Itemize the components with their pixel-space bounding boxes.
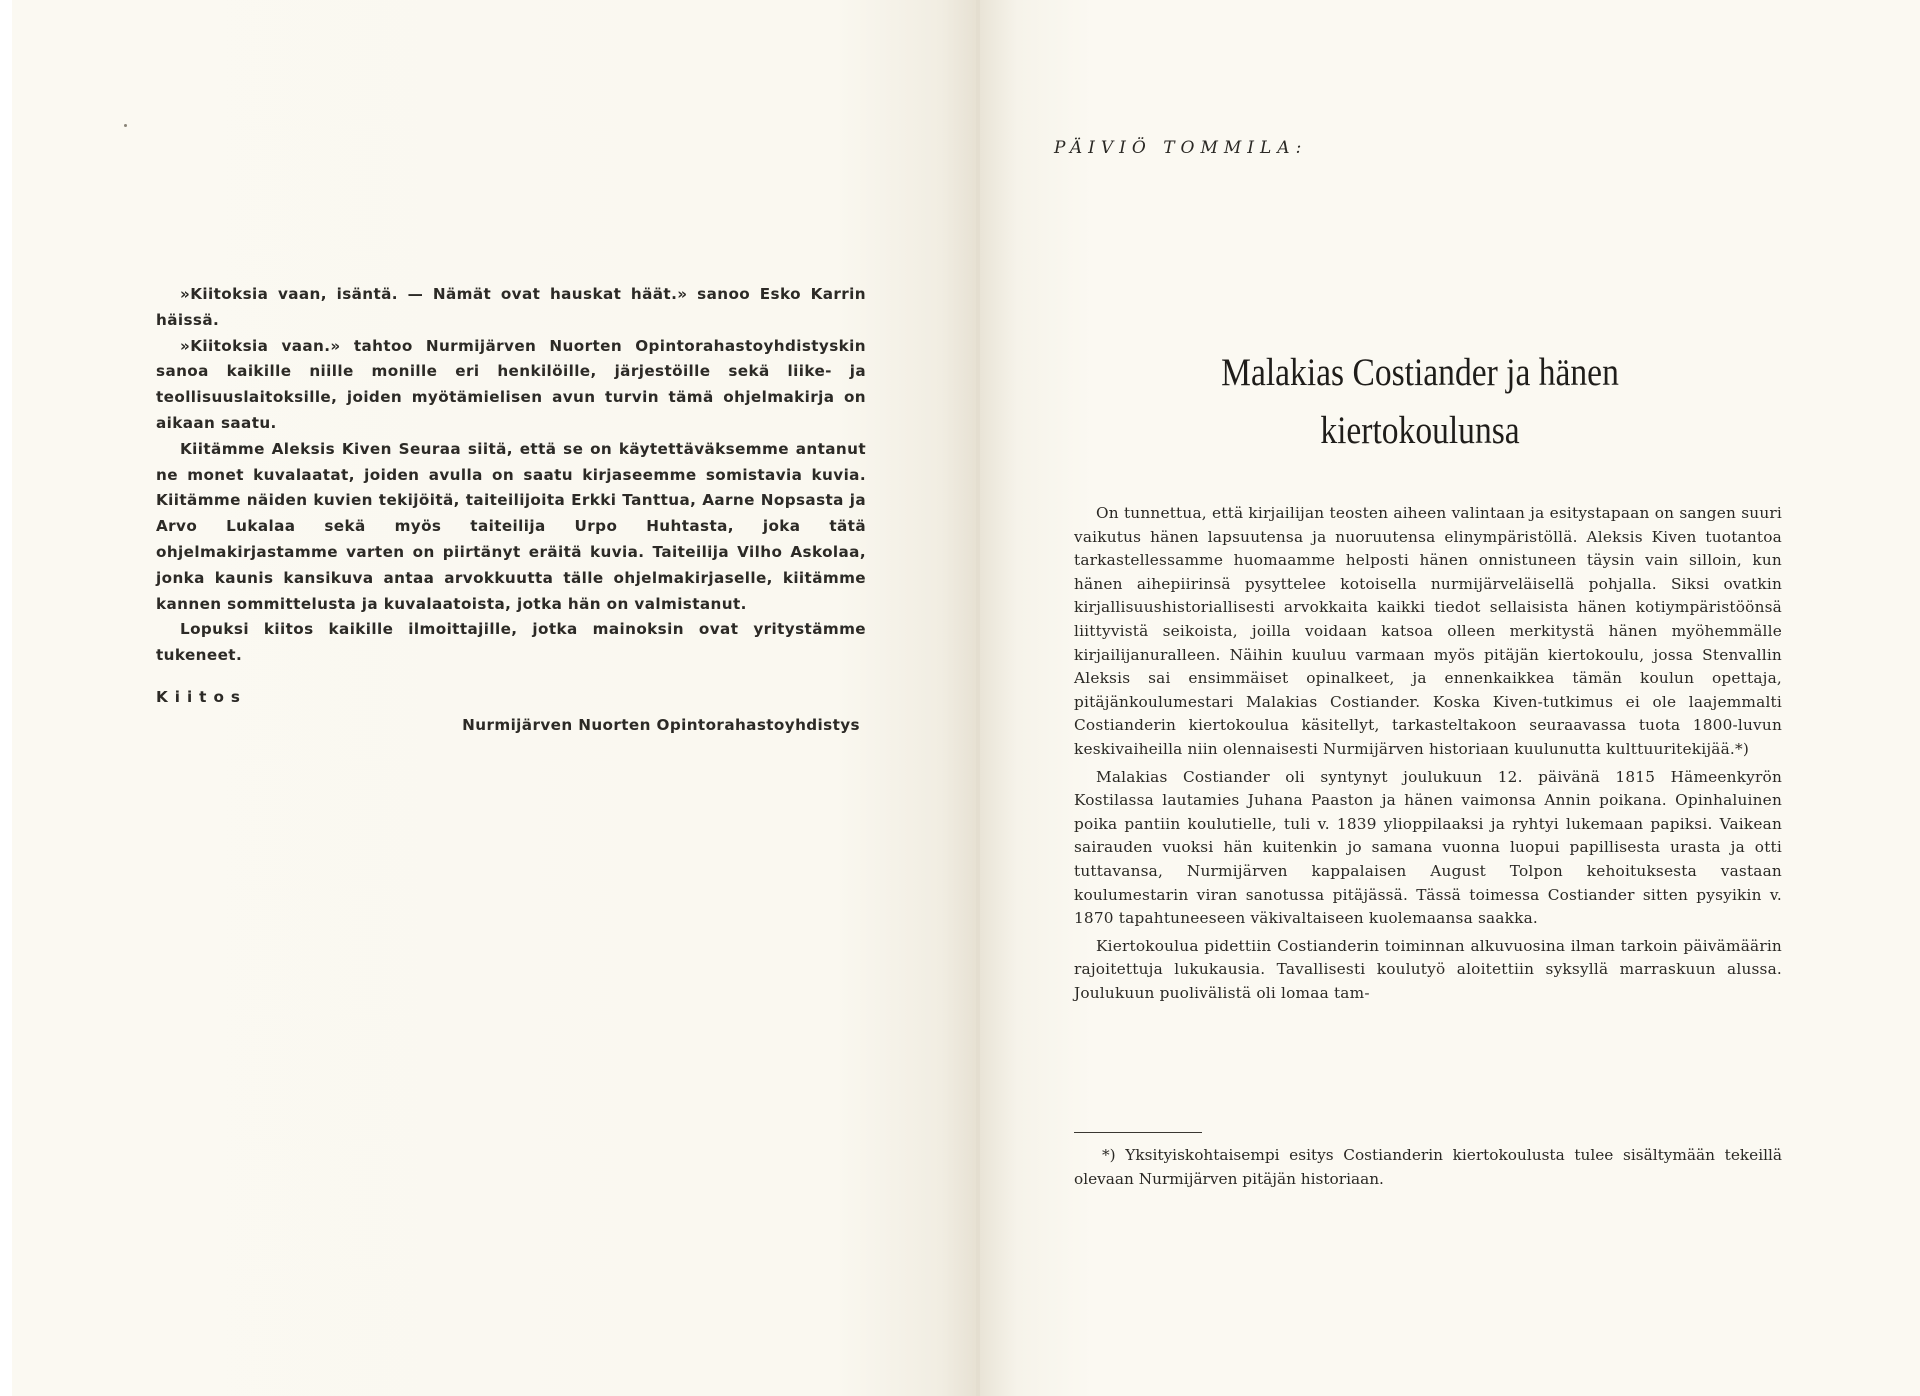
article-paragraph-3: Kiertokoulua pidettiin Costianderin toiminnan alkuvuosina ilman tarkoin päivämäärin rajoitettuja lukukausia. Tavallisesti koulutyö aloitettiin syksyllä marraskuun alussa. Joulukuun puolivälistä oli lomaa tam- [1074,936,1782,1002]
ack-paragraph-4: Lopuksi kiitos kaikille ilmoittajille, jotka mainoksin ovat yritystämme tukeneet. [156,620,866,665]
ack-paragraph-1: »Kiitoksia vaan, isäntä. — Nämät ovat hauskat häät.» sanoo Esko Karrin häissä. [156,285,866,329]
speck-mark [124,124,127,127]
article-body [1074,502,1782,1009]
acknowledgement-text [156,282,866,739]
article-paragraph-2: Malakias Costiander oli syntynyt joulukuun 12. päivänä 1815 Hämeenkyrön Kostilassa lautamies Juhana Paaston ja hänen vaimonsa Annin poikana. Opinhaluinen poika pantiin koulutielle, tuli v. 1839 ylioppilaaksi ja ryhtyi lukemaan papiksi. Vaikean sairauden vuoksi hän kuitenkin jo samana vuonna luopui papillisesta urasta ja otti tuttavansa, Nurmijärven kappalaisen August Tolpon kehoituksesta vastaan koulumestarin viran sanotussa pitäjässä. Tässä toimessa Costiander sitten pysyikin v. 1870 tapahtuneeseen väkivaltaiseen kuolemaansa saakka. [1074,767,1782,928]
ack-closing: Kiitos [156,687,247,706]
ack-paragraph-3: Kiitämme Aleksis Kiven Seuraa siitä, että se on käytettäväksemme antanut ne monet kuvalaatat, joiden avulla on saatu kirjaseemme somistavia kuvia. Kiitämme näiden kuvien tekijöitä, taiteilijoita Erkki Tanttua, Aarne Nopsasta ja Arvo Lukalaa sekä myös taiteilija Urpo Huhtasta, joka tätä ohjelmakirjastamme varten on piirtänyt eräitä kuvia. Taiteilija Vilho Askolaa, jonka kaunis kansikuva antaa arvokkuutta tälle ohjelmakirjaselle, kiitämme kannen sommittelusta ja kuvalaatoista, jotka hän on valmistanut. [156,439,866,613]
article-title [1110,344,1729,460]
ack-signature: Nurmijärven Nuorten Opintorahastoyhdistys [462,715,860,734]
article-paragraph-1: On tunnettua, että kirjailijan teosten aiheen valintaan ja esitystapaan on sangen suuri vaikutus hänen lapsuutensa ja nuoruutensa elinympäristöllä. Aleksis Kiven tuotantoa tarkastellessamme huomaamme helposti hänen onnistuneen täysin vain silloin, kun hänen aihepiirinsä pysyttelee kotoisella nurmijärveläisellä pohjalla. Siksi ovatkin kirjallisuushistoriallisesti arvokkaita kaikki tiedot sellaisista hänen kotiympäristöönsä liittyvistä seikoista, joilla voidaan katsoa olleen merkitystä hänen myöhemmälle kirjailijanuralleen. Näihin kuuluu varmaan myös pitäjän kiertokoulu, jossa Stenvallin Aleksis sai ensimmäiset opinalkeet, ja ennenkaikkea tämän koulun opettaja, pitäjänkoulumestari Malakias Costiander. Koska Kiven-tutkimus ei ole laajemmalti Costianderin kiertokoulua käsitellyt, tarkasteltakoon seuraavassa tuota 1800-luvun keskivaiheilla niin olennaisesti Nurmijärven historiaan kuulunutta kulttuuritekijää.*) [1074,504,1782,758]
footnote: *) Yksityiskohtaisempi esitys Costianderin kiertokoulusta tulee sisältymään tekeillä olevaan Nurmijärven pitäjän historiaan. [1074,1146,1782,1188]
article-title-line-2: kiertokoulunsa [1320,409,1520,452]
article-author: PÄIVIÖ TOMMILA: [1054,138,1308,158]
footnote-divider [1074,1132,1202,1133]
article-title-line-1: Malakias Costiander ja hänen [1221,351,1619,394]
ack-paragraph-2: »Kiitoksia vaan.» tahtoo Nurmijärven Nuorten Opintorahastoyhdistyskin sanoa kaikille niille monille eri henkilöille, järjestöille sekä liike- ja teollisuuslaitoksille, joiden myötämielisen avun turvin tämä ohjelmakirja on aikaan saatu. [156,336,866,432]
